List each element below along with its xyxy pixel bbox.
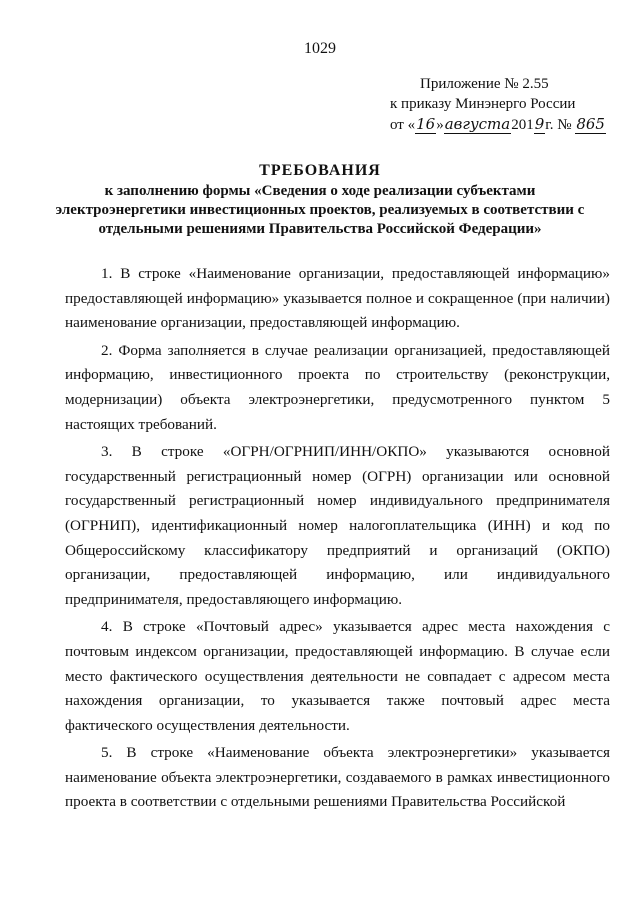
handwritten-month: августа — [444, 115, 511, 133]
handwritten-order-number: 865 — [576, 115, 605, 133]
paragraph-2: 2. Форма заполняется в случае реализации организацией, предоставляющей информацию, инвестиционного проекта по строительству (реконструкции, модернизации) объекта электроэнергетики, предусмотренного пунктом 5 настоящих требований. — [65, 341, 610, 433]
date-separator: » — [436, 117, 444, 133]
document-body — [65, 262, 610, 818]
paragraph-4: 4. В строке «Почтовый адрес» указывается адрес места нахождения с почтовым индексом организации, предоставляющей информацию. В случае если место фактического осуществления деятельности не совпадает с адресом места нахождения организации, то указывается также почтовый адрес места фактического осуществления деятельности. — [65, 618, 610, 734]
paragraph-3: 3. В строке «ОГРН/ОГРНИП/ИНН/ОКПО» указываются основной государственный регистрационный номер (ОГРН) организации или основной государственный регистрационный номер индивидуального предпринимателя (ОГРНИП), идентификационный номер налогоплательщика (ИНН) и код по Общероссийскому классификатору предприятий и организаций (ОКПО) организации, предоставляющей информацию, или индивидуального предпринимателя, предоставляющего информацию. — [65, 443, 610, 608]
title-main: ТРЕБОВАНИЯ — [259, 162, 381, 179]
handwritten-day: 16 — [416, 115, 436, 133]
title-sub-line: электроэнергетики инвестиционных проектов, реализуемых в соответствии с — [55, 202, 585, 218]
date-year-suffix: г. № — [545, 117, 572, 133]
title-sub-line: отдельными решениями Правительства Российской Федерации» — [98, 221, 542, 237]
paragraph-1: 1. В строке «Наименование организации, предоставляющей информацию» предоставляющей информацию» указывается полное и сокращенное (при наличии) наименование организации, предоставляющей информацию. — [65, 265, 610, 332]
paragraph-5: 5. В строке «Наименование объекта электроэнергетики» указывается наименование объекта электроэнергетики, создаваемого в рамках инвестиционного проекта в соответствии с отдельными решениями Правительства Российской — [65, 744, 610, 811]
appendix-date-line — [380, 114, 620, 135]
appendix-number: Приложение № 2.55 — [420, 76, 549, 92]
appendix-order-ref: к приказу Минэнерго России — [390, 96, 576, 112]
handwritten-year-digit: 9 — [534, 115, 545, 133]
appendix-header — [380, 74, 620, 135]
date-prefix: от « — [390, 117, 416, 133]
page-number: 1029 — [304, 40, 336, 57]
date-year-prefix: 201 — [511, 117, 534, 133]
title-sub-line: к заполнению формы «Сведения о ходе реализации субъектами — [104, 183, 536, 199]
document-title — [30, 160, 610, 239]
